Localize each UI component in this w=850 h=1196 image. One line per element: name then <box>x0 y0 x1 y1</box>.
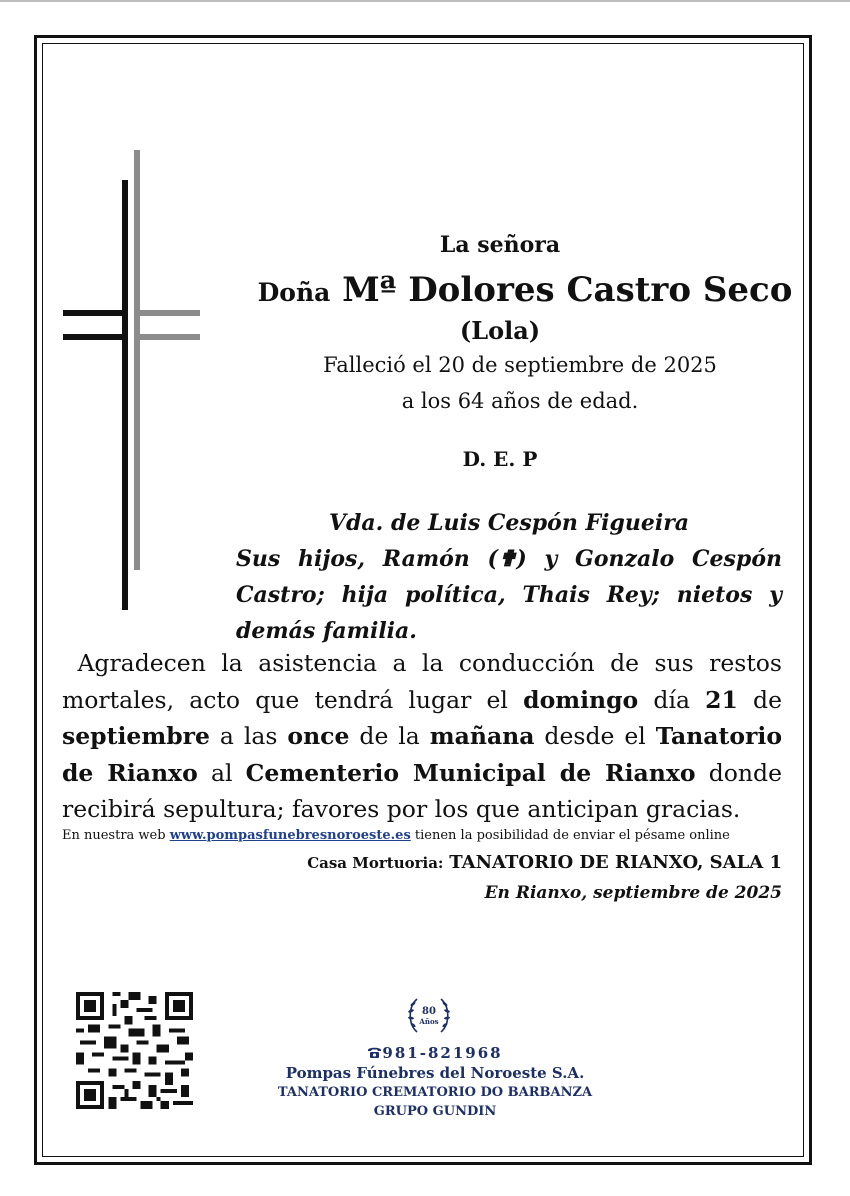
logo-number: 80 <box>422 1006 436 1017</box>
nickname: (Lola) <box>459 316 541 345</box>
announcement-bold: 21 <box>705 685 738 714</box>
phone-number[interactable]: 981-821968 <box>382 1044 503 1062</box>
logo-word: Años <box>419 1017 439 1026</box>
web-note <box>62 828 782 843</box>
phone-icon <box>367 1046 382 1059</box>
announcement-bold: Cementerio Municipal de Rianxo <box>245 758 696 787</box>
announcement-text: a las <box>209 722 288 750</box>
anniversary-laurel-logo <box>405 992 453 1040</box>
announcement-text: de <box>737 685 783 714</box>
children-text-a: Sus hijos, Ramón ( <box>236 546 498 572</box>
widow-line: Vda. de Luis Cespón Figueira <box>328 510 690 536</box>
honorific-heading: La señora <box>439 232 561 258</box>
top-rule <box>0 0 850 2</box>
cross-icon <box>60 150 205 615</box>
announcement-bold: mañana <box>429 722 535 750</box>
announcement-paragraph <box>62 645 782 828</box>
age-line: a los 64 años de edad. <box>401 389 639 413</box>
phone-line <box>300 1044 570 1062</box>
funeral-home-value: TANATORIO DE RIANXO, SALA 1 <box>449 852 782 873</box>
company-name: Pompas Fúnebres del Noroeste S.A. <box>285 1064 585 1082</box>
announcement-bold: once <box>287 722 350 750</box>
group-name: GRUPO GUNDIN <box>373 1104 497 1119</box>
name-prefix: Doña <box>257 278 331 307</box>
death-date: Falleció el 20 de septiembre de 2025 <box>323 353 717 377</box>
rip-text: D. E. P <box>462 447 538 471</box>
web-note-text: En nuestra web <box>62 828 170 843</box>
place-date: En Rianxo, septiembre de 2025 <box>484 883 782 903</box>
deceased-cross-icon: ✟ <box>497 546 517 572</box>
deceased-name <box>240 270 810 310</box>
crematorium-name: TANATORIO CREMATORIO DO BARBANZA <box>277 1085 593 1100</box>
family-block <box>236 505 782 649</box>
funeral-home-label: Casa Mortuoria: <box>307 854 444 872</box>
announcement-text: día <box>638 685 706 714</box>
announcement-text: de la <box>349 722 430 750</box>
announcement-text: donde recibirá sepultura; favores por los que anticipan gracias. <box>62 758 782 823</box>
announcement-text: desde el <box>534 722 656 750</box>
announcement-bold: septiembre <box>62 722 210 750</box>
qr-code-icon[interactable] <box>76 992 193 1109</box>
announcement-text: Agradecen la asistencia a la conducción de sus restos mortales, acto que tendrá lugar el <box>62 649 782 714</box>
announcement-text: al <box>197 758 246 787</box>
announcement-bold: domingo <box>523 685 639 714</box>
children-text-b: ) y Gonzalo Cespón Castro; hija política, Thais Rey; nietos y demás familia. <box>236 546 782 644</box>
web-note-text: tienen la posibilidad de enviar el pésame online <box>410 828 730 843</box>
website-link[interactable]: www.pompasfunebresnoroeste.es <box>169 828 411 843</box>
name-main: Mª Dolores Castro Seco <box>342 270 793 310</box>
funeral-home-line <box>307 852 782 873</box>
announcement-bold: Tanatorio de Rianxo <box>62 722 782 787</box>
